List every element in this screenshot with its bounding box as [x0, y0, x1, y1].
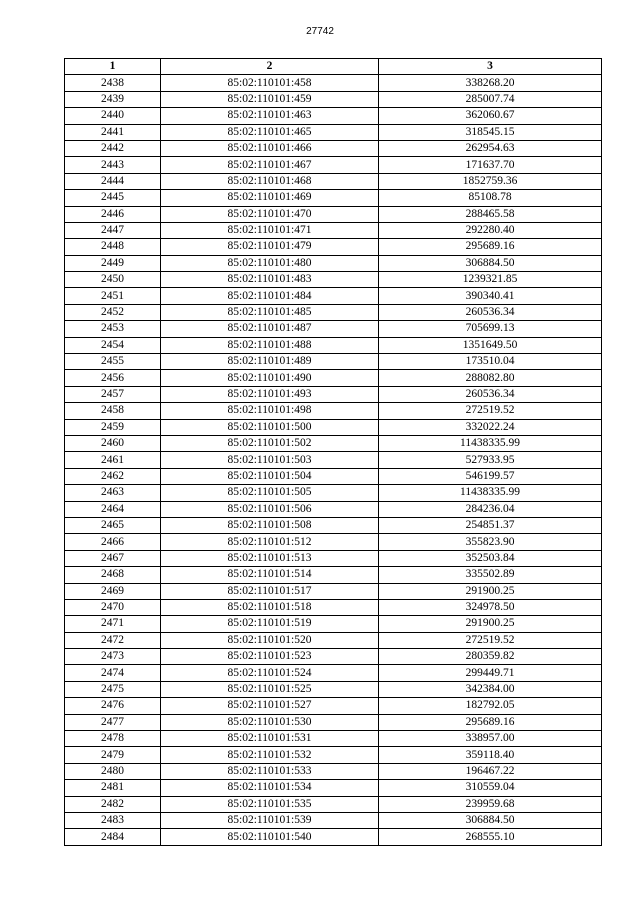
value-cell: 196467.22 [379, 763, 602, 779]
cadastral-number-cell: 85:02:110101:533 [161, 763, 379, 779]
table-row [65, 468, 602, 484]
table-row [65, 337, 602, 353]
table-row [65, 632, 602, 648]
table-row [65, 681, 602, 697]
row-number-cell: 2443 [65, 157, 161, 173]
cadastral-number-cell: 85:02:110101:489 [161, 354, 379, 370]
value-cell: 272519.52 [379, 403, 602, 419]
row-number-cell: 2479 [65, 747, 161, 763]
table-row [65, 452, 602, 468]
value-cell: 310559.04 [379, 780, 602, 796]
value-cell: 295689.16 [379, 714, 602, 730]
table-row [65, 75, 602, 91]
value-cell: 306884.50 [379, 255, 602, 271]
cadastral-number-cell: 85:02:110101:525 [161, 681, 379, 697]
row-number-cell: 2450 [65, 272, 161, 288]
column-header-3: 3 [379, 59, 602, 75]
row-number-cell: 2467 [65, 550, 161, 566]
value-cell: 359118.40 [379, 747, 602, 763]
row-number-cell: 2454 [65, 337, 161, 353]
value-cell: 280359.82 [379, 649, 602, 665]
cadastral-number-cell: 85:02:110101:508 [161, 517, 379, 533]
value-cell: 546199.57 [379, 468, 602, 484]
row-number-cell: 2478 [65, 731, 161, 747]
row-number-cell: 2484 [65, 829, 161, 845]
table-row [65, 370, 602, 386]
table-row [65, 91, 602, 107]
table-row [65, 567, 602, 583]
row-number-cell: 2476 [65, 698, 161, 714]
value-cell: 171637.70 [379, 157, 602, 173]
table-row [65, 731, 602, 747]
table-row [65, 124, 602, 140]
row-number-cell: 2441 [65, 124, 161, 140]
row-number-cell: 2474 [65, 665, 161, 681]
cadastral-number-cell: 85:02:110101:488 [161, 337, 379, 353]
row-number-cell: 2472 [65, 632, 161, 648]
value-cell: 705699.13 [379, 321, 602, 337]
row-number-cell: 2447 [65, 222, 161, 238]
value-cell: 324978.50 [379, 599, 602, 615]
cadastral-number-cell: 85:02:110101:500 [161, 419, 379, 435]
row-number-cell: 2456 [65, 370, 161, 386]
cadastral-number-cell: 85:02:110101:503 [161, 452, 379, 468]
table-row [65, 239, 602, 255]
value-cell: 332022.24 [379, 419, 602, 435]
value-cell: 182792.05 [379, 698, 602, 714]
value-cell: 306884.50 [379, 812, 602, 828]
row-number-cell: 2451 [65, 288, 161, 304]
table-row [65, 272, 602, 288]
table-row [65, 157, 602, 173]
row-number-cell: 2442 [65, 140, 161, 156]
row-number-cell: 2446 [65, 206, 161, 222]
row-number-cell: 2481 [65, 780, 161, 796]
column-header-2: 2 [161, 59, 379, 75]
value-cell: 288082.80 [379, 370, 602, 386]
row-number-cell: 2455 [65, 354, 161, 370]
row-number-cell: 2452 [65, 304, 161, 320]
table-row [65, 649, 602, 665]
row-number-cell: 2449 [65, 255, 161, 271]
table-row [65, 812, 602, 828]
cadastral-number-cell: 85:02:110101:485 [161, 304, 379, 320]
cadastral-value-table [64, 58, 602, 846]
table-row [65, 321, 602, 337]
row-number-cell: 2469 [65, 583, 161, 599]
cadastral-number-cell: 85:02:110101:527 [161, 698, 379, 714]
row-number-cell: 2465 [65, 517, 161, 533]
row-number-cell: 2439 [65, 91, 161, 107]
cadastral-number-cell: 85:02:110101:539 [161, 812, 379, 828]
row-number-cell: 2473 [65, 649, 161, 665]
value-cell: 262954.63 [379, 140, 602, 156]
row-number-cell: 2448 [65, 239, 161, 255]
cadastral-number-cell: 85:02:110101:520 [161, 632, 379, 648]
table-row [65, 108, 602, 124]
cadastral-number-cell: 85:02:110101:468 [161, 173, 379, 189]
value-cell: 1351649.50 [379, 337, 602, 353]
value-cell: 272519.52 [379, 632, 602, 648]
value-cell: 338268.20 [379, 75, 602, 91]
table-header-row [65, 59, 602, 75]
row-number-cell: 2459 [65, 419, 161, 435]
table-row [65, 304, 602, 320]
cadastral-number-cell: 85:02:110101:469 [161, 190, 379, 206]
cadastral-number-cell: 85:02:110101:514 [161, 567, 379, 583]
value-cell: 355823.90 [379, 534, 602, 550]
cadastral-number-cell: 85:02:110101:483 [161, 272, 379, 288]
cadastral-number-cell: 85:02:110101:498 [161, 403, 379, 419]
row-number-cell: 2463 [65, 485, 161, 501]
cadastral-number-cell: 85:02:110101:535 [161, 796, 379, 812]
table-row [65, 714, 602, 730]
cadastral-number-cell: 85:02:110101:517 [161, 583, 379, 599]
page-number: 27742 [306, 26, 334, 37]
value-cell: 1852759.36 [379, 173, 602, 189]
value-cell: 295689.16 [379, 239, 602, 255]
table-row [65, 698, 602, 714]
cadastral-number-cell: 85:02:110101:534 [161, 780, 379, 796]
value-cell: 335502.89 [379, 567, 602, 583]
table-row [65, 222, 602, 238]
row-number-cell: 2471 [65, 616, 161, 632]
row-number-cell: 2480 [65, 763, 161, 779]
cadastral-number-cell: 85:02:110101:532 [161, 747, 379, 763]
value-cell: 11438335.99 [379, 485, 602, 501]
cadastral-number-cell: 85:02:110101:506 [161, 501, 379, 517]
cadastral-number-cell: 85:02:110101:505 [161, 485, 379, 501]
cadastral-number-cell: 85:02:110101:465 [161, 124, 379, 140]
value-cell: 342384.00 [379, 681, 602, 697]
row-number-cell: 2462 [65, 468, 161, 484]
row-number-cell: 2464 [65, 501, 161, 517]
cadastral-number-cell: 85:02:110101:504 [161, 468, 379, 484]
value-cell: 285007.74 [379, 91, 602, 107]
table-row [65, 485, 602, 501]
value-cell: 338957.00 [379, 731, 602, 747]
cadastral-number-cell: 85:02:110101:480 [161, 255, 379, 271]
table-row [65, 288, 602, 304]
cadastral-number-cell: 85:02:110101:524 [161, 665, 379, 681]
row-number-cell: 2438 [65, 75, 161, 91]
value-cell: 260536.34 [379, 304, 602, 320]
value-cell: 85108.78 [379, 190, 602, 206]
row-number-cell: 2470 [65, 599, 161, 615]
cadastral-number-cell: 85:02:110101:479 [161, 239, 379, 255]
cadastral-number-cell: 85:02:110101:493 [161, 386, 379, 402]
table-row [65, 501, 602, 517]
value-cell: 11438335.99 [379, 435, 602, 451]
value-cell: 299449.71 [379, 665, 602, 681]
table-row [65, 419, 602, 435]
cadastral-number-cell: 85:02:110101:530 [161, 714, 379, 730]
table-row [65, 829, 602, 845]
row-number-cell: 2468 [65, 567, 161, 583]
table-row [65, 534, 602, 550]
table-row [65, 616, 602, 632]
value-cell: 527933.95 [379, 452, 602, 468]
cadastral-number-cell: 85:02:110101:466 [161, 140, 379, 156]
cadastral-number-cell: 85:02:110101:523 [161, 649, 379, 665]
cadastral-number-cell: 85:02:110101:458 [161, 75, 379, 91]
row-number-cell: 2444 [65, 173, 161, 189]
cadastral-number-cell: 85:02:110101:540 [161, 829, 379, 845]
table-row [65, 780, 602, 796]
row-number-cell: 2483 [65, 812, 161, 828]
row-number-cell: 2457 [65, 386, 161, 402]
value-cell: 268555.10 [379, 829, 602, 845]
cadastral-number-cell: 85:02:110101:518 [161, 599, 379, 615]
table-row [65, 206, 602, 222]
table-row [65, 173, 602, 189]
cadastral-number-cell: 85:02:110101:484 [161, 288, 379, 304]
table-body [65, 75, 602, 845]
value-cell: 284236.04 [379, 501, 602, 517]
table-row [65, 140, 602, 156]
table-row [65, 796, 602, 812]
table-row [65, 354, 602, 370]
table-row [65, 550, 602, 566]
row-number-cell: 2475 [65, 681, 161, 697]
value-cell: 318545.15 [379, 124, 602, 140]
value-cell: 390340.41 [379, 288, 602, 304]
table-row [65, 583, 602, 599]
table-row [65, 747, 602, 763]
value-cell: 362060.67 [379, 108, 602, 124]
row-number-cell: 2482 [65, 796, 161, 812]
cadastral-number-cell: 85:02:110101:502 [161, 435, 379, 451]
table-row [65, 255, 602, 271]
table-row [65, 435, 602, 451]
cadastral-number-cell: 85:02:110101:531 [161, 731, 379, 747]
value-cell: 239959.68 [379, 796, 602, 812]
value-cell: 288465.58 [379, 206, 602, 222]
table-row [65, 386, 602, 402]
table-row [65, 763, 602, 779]
row-number-cell: 2440 [65, 108, 161, 124]
value-cell: 292280.40 [379, 222, 602, 238]
value-cell: 291900.25 [379, 583, 602, 599]
row-number-cell: 2466 [65, 534, 161, 550]
table-row [65, 517, 602, 533]
row-number-cell: 2460 [65, 435, 161, 451]
cadastral-number-cell: 85:02:110101:470 [161, 206, 379, 222]
cadastral-number-cell: 85:02:110101:490 [161, 370, 379, 386]
value-cell: 1239321.85 [379, 272, 602, 288]
value-cell: 254851.37 [379, 517, 602, 533]
cadastral-number-cell: 85:02:110101:487 [161, 321, 379, 337]
cadastral-number-cell: 85:02:110101:459 [161, 91, 379, 107]
cadastral-number-cell: 85:02:110101:463 [161, 108, 379, 124]
value-cell: 173510.04 [379, 354, 602, 370]
cadastral-number-cell: 85:02:110101:512 [161, 534, 379, 550]
cadastral-number-cell: 85:02:110101:513 [161, 550, 379, 566]
table-row [65, 190, 602, 206]
row-number-cell: 2461 [65, 452, 161, 468]
value-cell: 352503.84 [379, 550, 602, 566]
row-number-cell: 2445 [65, 190, 161, 206]
table-row [65, 403, 602, 419]
value-cell: 291900.25 [379, 616, 602, 632]
row-number-cell: 2453 [65, 321, 161, 337]
cadastral-number-cell: 85:02:110101:471 [161, 222, 379, 238]
table-row [65, 665, 602, 681]
table-row [65, 599, 602, 615]
cadastral-number-cell: 85:02:110101:519 [161, 616, 379, 632]
cadastral-number-cell: 85:02:110101:467 [161, 157, 379, 173]
column-header-1: 1 [65, 59, 161, 75]
row-number-cell: 2477 [65, 714, 161, 730]
row-number-cell: 2458 [65, 403, 161, 419]
value-cell: 260536.34 [379, 386, 602, 402]
